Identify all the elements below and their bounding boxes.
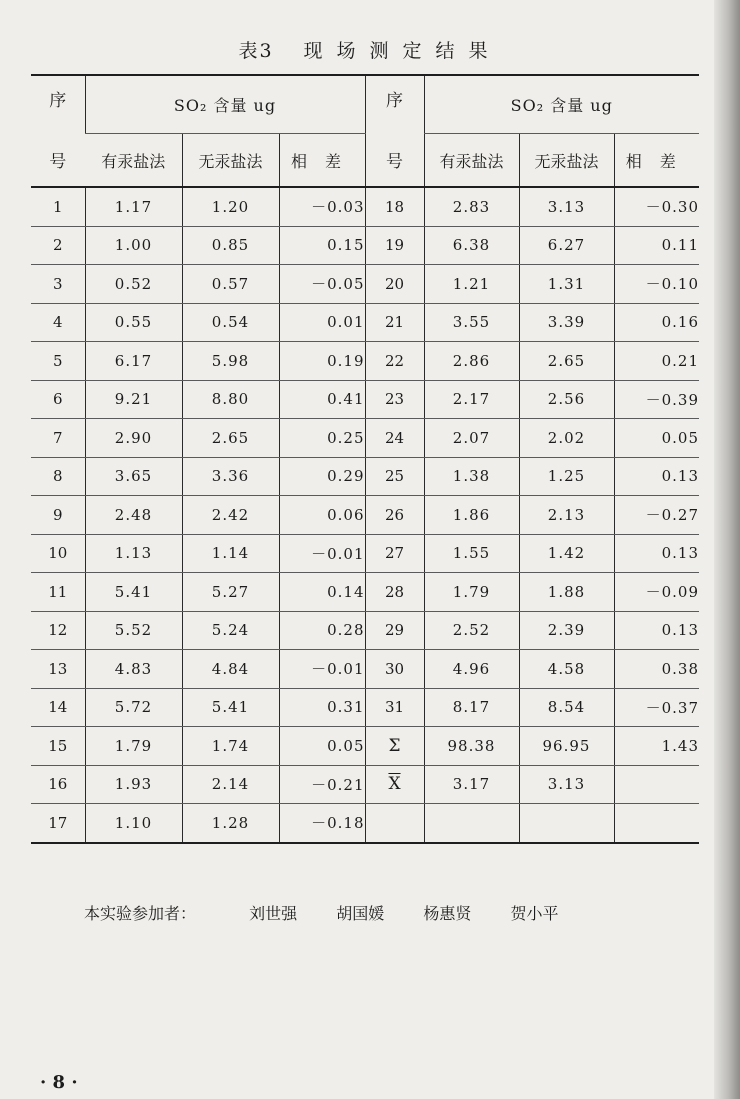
- value-without-hg: [519, 804, 614, 843]
- value-without-hg: 2.39: [519, 611, 614, 650]
- value-without-hg: 6.27: [519, 226, 614, 265]
- value-difference: －0.10: [614, 265, 699, 304]
- table-number: 表3: [238, 40, 274, 62]
- value-difference: 0.14: [279, 573, 365, 612]
- row-index: 14: [31, 688, 85, 727]
- value-without-hg: 3.13: [519, 765, 614, 804]
- row-index: 22: [365, 342, 424, 381]
- value-difference: －0.18: [279, 804, 365, 843]
- table-row: [31, 419, 699, 458]
- value-difference: 0.28: [279, 611, 365, 650]
- row-index: 8: [31, 457, 85, 496]
- page-number: · 8 ·: [40, 1072, 78, 1093]
- table-body: [31, 187, 699, 843]
- value-without-hg: 5.24: [182, 611, 279, 650]
- table-row: [31, 573, 699, 612]
- table-row: [31, 303, 699, 342]
- value-with-hg: 1.13: [85, 534, 182, 573]
- value-with-hg: 9.21: [85, 380, 182, 419]
- participant-name: 杨惠贤: [423, 904, 472, 923]
- table-row: [31, 457, 699, 496]
- value-with-hg: 1.38: [424, 457, 519, 496]
- value-without-hg: 1.31: [519, 265, 614, 304]
- row-index: 1: [31, 187, 85, 226]
- row-index: 3: [31, 265, 85, 304]
- value-with-hg: 1.86: [424, 496, 519, 535]
- value-difference: 0.21: [614, 342, 699, 381]
- value-difference: 0.38: [614, 650, 699, 689]
- value-difference: 0.06: [279, 496, 365, 535]
- value-difference: －0.09: [614, 573, 699, 612]
- value-without-hg: 0.85: [182, 226, 279, 265]
- row-index: 29: [365, 611, 424, 650]
- row-index: 30: [365, 650, 424, 689]
- value-with-hg: 0.55: [85, 303, 182, 342]
- table-row: [31, 187, 699, 226]
- value-difference: 0.13: [614, 457, 699, 496]
- row-index: 6: [31, 380, 85, 419]
- row-index: 13: [31, 650, 85, 689]
- row-index: 19: [365, 226, 424, 265]
- value-difference: 1.43: [614, 727, 699, 766]
- value-with-hg: 5.52: [85, 611, 182, 650]
- table-caption: 现场测定结果: [303, 40, 502, 62]
- value-with-hg: 6.38: [424, 226, 519, 265]
- table-header: [31, 75, 699, 187]
- value-without-hg: 2.14: [182, 765, 279, 804]
- row-index: 20: [365, 265, 424, 304]
- table-row: [31, 380, 699, 419]
- value-difference: 0.31: [279, 688, 365, 727]
- value-without-hg: 3.39: [519, 303, 614, 342]
- value-with-hg: 2.07: [424, 419, 519, 458]
- table-row: [31, 727, 699, 766]
- table-row: [31, 650, 699, 689]
- table-row: [31, 534, 699, 573]
- value-with-hg: 1.55: [424, 534, 519, 573]
- value-with-hg: 2.86: [424, 342, 519, 381]
- value-without-hg: 1.88: [519, 573, 614, 612]
- value-without-hg: 96.95: [519, 727, 614, 766]
- value-with-hg: 98.38: [424, 727, 519, 766]
- value-with-hg: 2.17: [424, 380, 519, 419]
- row-index: 25: [365, 457, 424, 496]
- value-without-hg: 1.20: [182, 187, 279, 226]
- value-without-hg: 5.27: [182, 573, 279, 612]
- row-index: 23: [365, 380, 424, 419]
- with-hg-header: 有汞盐法: [424, 134, 519, 188]
- value-without-hg: 3.36: [182, 457, 279, 496]
- value-without-hg: 5.41: [182, 688, 279, 727]
- value-without-hg: 4.84: [182, 650, 279, 689]
- row-index: 9: [31, 496, 85, 535]
- table-row: [31, 496, 699, 535]
- participants-line: [84, 901, 592, 924]
- value-without-hg: 2.42: [182, 496, 279, 535]
- value-difference: －0.27: [614, 496, 699, 535]
- value-without-hg: 2.13: [519, 496, 614, 535]
- value-without-hg: 0.54: [182, 303, 279, 342]
- value-difference: －0.39: [614, 380, 699, 419]
- without-hg-header: 无汞盐法: [182, 134, 279, 188]
- value-with-hg: 5.41: [85, 573, 182, 612]
- so2-header-right: SO₂ 含量 ug: [424, 75, 699, 134]
- value-with-hg: 1.21: [424, 265, 519, 304]
- value-without-hg: 0.57: [182, 265, 279, 304]
- value-difference: 0.13: [614, 611, 699, 650]
- table-row: [31, 226, 699, 265]
- value-with-hg: 3.17: [424, 765, 519, 804]
- value-with-hg: 1.79: [85, 727, 182, 766]
- table-row: [31, 765, 699, 804]
- value-difference: －0.03: [279, 187, 365, 226]
- seq-header-right: 序 号: [365, 75, 424, 187]
- value-difference: －0.05: [279, 265, 365, 304]
- value-without-hg: 1.25: [519, 457, 614, 496]
- with-hg-header: 有汞盐法: [85, 134, 182, 188]
- value-with-hg: 2.90: [85, 419, 182, 458]
- row-index: 7: [31, 419, 85, 458]
- value-with-hg: 0.52: [85, 265, 182, 304]
- results-table: [31, 74, 699, 844]
- diff-header: 相差: [279, 134, 365, 188]
- row-index: [365, 804, 424, 843]
- value-difference: －0.01: [279, 534, 365, 573]
- value-with-hg: 4.96: [424, 650, 519, 689]
- value-with-hg: 2.52: [424, 611, 519, 650]
- row-index: 27: [365, 534, 424, 573]
- value-difference: －0.37: [614, 688, 699, 727]
- value-with-hg: 1.79: [424, 573, 519, 612]
- value-without-hg: 2.02: [519, 419, 614, 458]
- row-index: 2: [31, 226, 85, 265]
- value-difference: 0.01: [279, 303, 365, 342]
- value-without-hg: 2.65: [182, 419, 279, 458]
- value-with-hg: 5.72: [85, 688, 182, 727]
- table-row: [31, 611, 699, 650]
- value-with-hg: 3.65: [85, 457, 182, 496]
- table-row: [31, 265, 699, 304]
- value-without-hg: 1.28: [182, 804, 279, 843]
- page-edge-shadow: [714, 0, 740, 1099]
- table-row: [31, 804, 699, 843]
- participant-name: 刘世强: [249, 904, 298, 923]
- value-with-hg: 3.55: [424, 303, 519, 342]
- value-with-hg: 1.00: [85, 226, 182, 265]
- value-difference: 0.11: [614, 226, 699, 265]
- value-with-hg: 6.17: [85, 342, 182, 381]
- value-difference: 0.29: [279, 457, 365, 496]
- row-index: 5: [31, 342, 85, 381]
- value-without-hg: 2.56: [519, 380, 614, 419]
- value-without-hg: 5.98: [182, 342, 279, 381]
- value-difference: [614, 804, 699, 843]
- participant-name: 贺小平: [510, 904, 559, 923]
- value-with-hg: 1.93: [85, 765, 182, 804]
- without-hg-header: 无汞盐法: [519, 134, 614, 188]
- value-without-hg: 2.65: [519, 342, 614, 381]
- row-index: 26: [365, 496, 424, 535]
- value-difference: －0.01: [279, 650, 365, 689]
- value-with-hg: 4.83: [85, 650, 182, 689]
- value-with-hg: 1.17: [85, 187, 182, 226]
- value-without-hg: 3.13: [519, 187, 614, 226]
- participants-label: 本实验参加者：: [84, 904, 197, 923]
- value-with-hg: 2.48: [85, 496, 182, 535]
- value-difference: 0.15: [279, 226, 365, 265]
- so2-header-left: SO₂ 含量 ug: [85, 75, 365, 134]
- value-with-hg: 1.10: [85, 804, 182, 843]
- participant-name: 胡国媛: [336, 904, 385, 923]
- row-index: 24: [365, 419, 424, 458]
- table-row: [31, 688, 699, 727]
- table-title: [0, 36, 740, 63]
- value-difference: －0.21: [279, 765, 365, 804]
- value-with-hg: 2.83: [424, 187, 519, 226]
- diff-header: 相差: [614, 134, 699, 188]
- value-difference: 0.05: [614, 419, 699, 458]
- value-difference: 0.19: [279, 342, 365, 381]
- value-without-hg: 1.14: [182, 534, 279, 573]
- value-difference: [614, 765, 699, 804]
- row-index: 16: [31, 765, 85, 804]
- row-index: 15: [31, 727, 85, 766]
- row-index: 21: [365, 303, 424, 342]
- value-difference: 0.25: [279, 419, 365, 458]
- value-without-hg: 1.74: [182, 727, 279, 766]
- value-difference: 0.16: [614, 303, 699, 342]
- row-index: 18: [365, 187, 424, 226]
- row-index: $\overline{X}$: [365, 765, 424, 804]
- value-without-hg: 8.54: [519, 688, 614, 727]
- row-index: 17: [31, 804, 85, 843]
- value-difference: －0.30: [614, 187, 699, 226]
- row-index: 12: [31, 611, 85, 650]
- row-index: 10: [31, 534, 85, 573]
- row-index: 31: [365, 688, 424, 727]
- value-with-hg: 8.17: [424, 688, 519, 727]
- value-difference: 0.41: [279, 380, 365, 419]
- value-difference: 0.05: [279, 727, 365, 766]
- value-difference: 0.13: [614, 534, 699, 573]
- value-without-hg: 8.80: [182, 380, 279, 419]
- value-without-hg: 4.58: [519, 650, 614, 689]
- row-index: 28: [365, 573, 424, 612]
- seq-header-left: 序 号: [31, 75, 85, 187]
- value-without-hg: 1.42: [519, 534, 614, 573]
- value-with-hg: [424, 804, 519, 843]
- row-index: 4: [31, 303, 85, 342]
- table-row: [31, 342, 699, 381]
- row-index: Σ: [365, 727, 424, 766]
- row-index: 11: [31, 573, 85, 612]
